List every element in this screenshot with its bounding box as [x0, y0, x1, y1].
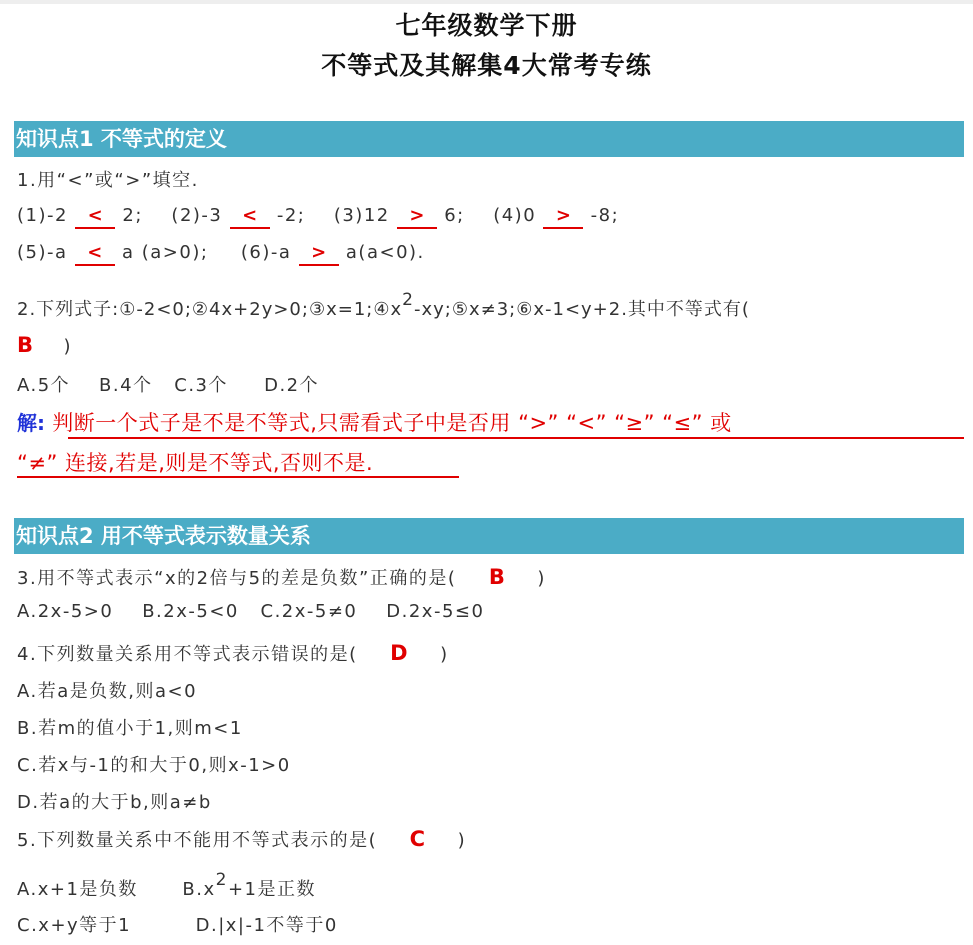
q1-part1-suffix: 2;: [122, 205, 143, 226]
q5-option-d: D.|x|-1不等于0: [195, 915, 338, 936]
q1-part4-prefix: (4)0: [493, 205, 537, 226]
q1-part3-prefix: (3)12: [333, 205, 390, 226]
question-1-row-2: [17, 242, 425, 266]
question-5-stem: [17, 826, 466, 852]
question-3-options: A.2x-5>0 B.2x-5<0 C.2x-5≠0 D.2x-5≤0: [17, 601, 485, 622]
q5-option-c: C.x+y等于1: [17, 915, 132, 936]
q1-part5-suffix: a (a>0);: [122, 242, 209, 263]
q5-close-paren: ): [457, 830, 467, 851]
q5-option-b-exponent: 2: [215, 870, 228, 890]
q3-close-paren: ): [537, 568, 546, 589]
q2-exponent: 2: [402, 290, 414, 310]
q4-option-a: A.若a是负数,则a<0: [17, 681, 198, 702]
q5-option-b-pre: B.x: [182, 879, 216, 900]
q2-stem-part-b: -xy;⑤x≠3;⑥x-1<y+2.其中不等式有(: [413, 299, 750, 320]
q2-close-paren: ): [63, 336, 73, 357]
q1-part2-prefix: (2)-3: [171, 205, 223, 226]
q3-stem-text: 3.用不等式表示“x的2倍与5的差是负数”正确的是(: [17, 568, 457, 589]
question-2-solution-line-1: [17, 407, 732, 437]
question-5-options-row-1: [17, 870, 316, 901]
q4-answer: D: [390, 641, 408, 665]
q1-part3-suffix: 6;: [444, 205, 465, 226]
q1-part3-answer: >: [397, 205, 437, 229]
q1-part6-prefix: (6)-a: [240, 242, 292, 263]
question-2-stem: [17, 290, 750, 321]
q2-stem-part-a: 2.下列式子:①-2<0;②4x+2y>0;③x=1;④x: [17, 299, 403, 320]
solution-label: 解:: [17, 411, 45, 435]
question-2-options: A.5个 B.4个 C.3个 D.2个: [17, 375, 320, 396]
q5-option-a: A.x+1是负数: [17, 879, 138, 900]
page-title: 七年级数学下册: [395, 11, 578, 40]
q4-option-b: B.若m的值小于1,则m<1: [17, 718, 243, 739]
question-3-stem: [17, 564, 546, 590]
question-4-stem: [17, 640, 449, 666]
q1-part5-answer: <: [75, 242, 115, 266]
q1-part5-prefix: (5)-a: [17, 242, 68, 263]
solution-underline-2: [17, 476, 459, 478]
q4-stem-text: 4.下列数量关系用不等式表示错误的是(: [17, 644, 358, 665]
q1-part4-answer: >: [543, 205, 583, 229]
question-2-solution-line-2: [17, 447, 373, 477]
q1-part1-answer: <: [75, 205, 115, 229]
section-header-1: 知识点1 不等式的定义: [14, 121, 964, 157]
q1-part2-answer: <: [230, 205, 270, 229]
solution-underline-1: [68, 437, 964, 439]
page-subtitle: 不等式及其解集4大常考专练: [321, 51, 652, 80]
q2-answer: B: [17, 333, 34, 357]
question-2-answer-line: [17, 333, 72, 357]
q1-part6-answer: >: [299, 242, 339, 266]
q4-option-d: D.若a的大于b,则a≠b: [17, 792, 212, 813]
q5-option-b: [182, 870, 316, 900]
q1-part6-suffix: a(a<0).: [345, 242, 425, 263]
q1-part4-suffix: -8;: [590, 205, 620, 226]
top-border: [0, 0, 973, 4]
q4-close-paren: ): [440, 644, 449, 665]
section-header-2: 知识点2 用不等式表示数量关系: [14, 518, 964, 554]
q3-answer: B: [488, 565, 505, 589]
q5-stem-text: 5.下列数量关系中不能用不等式表示的是(: [17, 830, 378, 851]
q5-option-b-post: +1是正数: [227, 879, 316, 900]
question-1-row-1: [17, 205, 619, 229]
q1-part2-suffix: -2;: [276, 205, 306, 226]
q5-answer: C: [409, 827, 426, 851]
solution-text-1: 判断一个式子是不是不等式,只需看式子中是否用 “>” “<” “≥” “≤” 或: [52, 411, 732, 435]
q1-part1-prefix: (1)-2: [17, 205, 68, 226]
q4-option-c: C.若x与-1的和大于0,则x-1>0: [17, 755, 291, 776]
question-1-stem: 1.用“<”或“>”填空.: [17, 170, 199, 191]
solution-text-2: “≠” 连接,若是,则是不等式,否则不是.: [17, 451, 374, 475]
question-5-options-row-2: [17, 911, 338, 937]
